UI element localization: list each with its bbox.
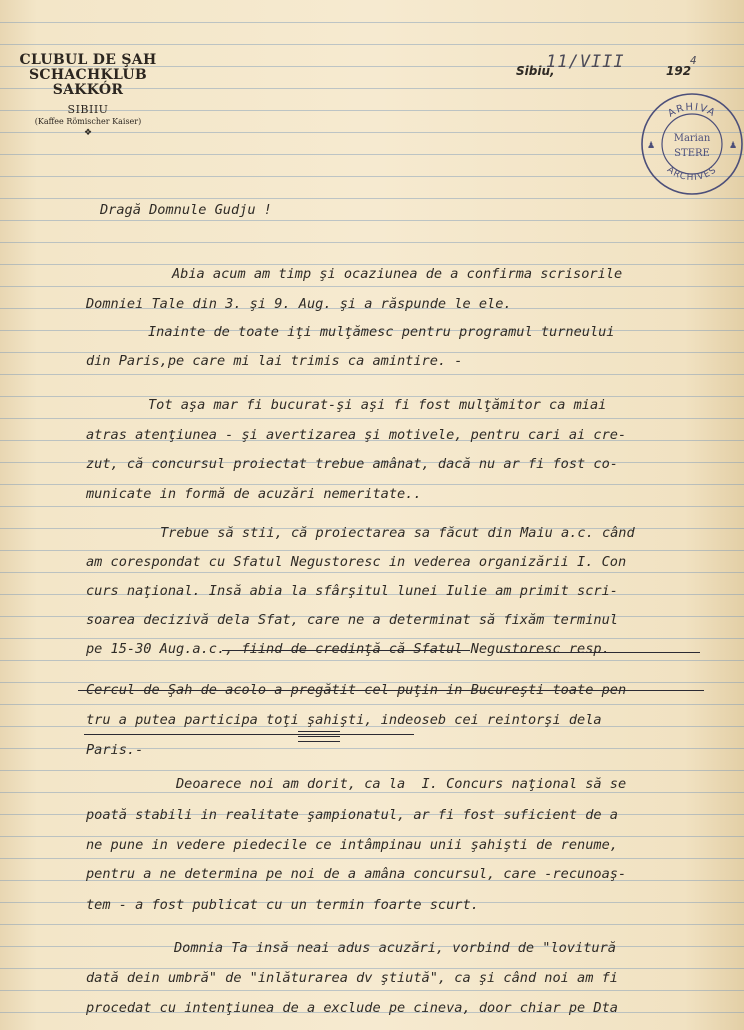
strike-mark-3 <box>298 741 340 742</box>
letterhead-address: (Kaffee Römischer Kaiser) <box>34 117 142 126</box>
archive-stamp <box>638 90 744 198</box>
letter-line: Tot aşa mar fi bucurat-şi aşi fi fost mulţămitor ca miai <box>148 397 607 413</box>
stamp-left-pawn-icon: ♟ <box>646 141 656 151</box>
underline-credinta <box>222 650 470 651</box>
letter-line: Domniei Tale din 3. şi 9. Aug. şi a răspunde le ele. <box>86 296 512 312</box>
date-place: Sibiu, <box>516 64 555 78</box>
letterhead-city: SIBIIU <box>67 103 109 116</box>
letter-line: am corespondat cu Sfatul Negustoresc in vederea organizării I. Con <box>86 554 627 570</box>
letter-line: dată dein umbră" de "inlăturarea dv ştiută", ca şi când noi am fi <box>86 970 618 986</box>
letter-line: Trebue să stii, că proiectarea sa făcut din Maiu a.c. când <box>160 525 635 541</box>
date-year-handwritten: 4 <box>690 54 697 67</box>
letter-line: zut, că concursul proiectat trebue amânat, dacă nu ar fi fost co- <box>86 456 618 472</box>
letterhead-club-german: SCHACHKLUB <box>28 67 147 83</box>
letter-line: procedat cu intenţiunea de a exclude pe cineva, door chiar pe Dta <box>86 1000 618 1016</box>
letter-line: ne pune in vedere piedecile ce intâmpinau unii şahişti de renume, <box>86 837 618 853</box>
strike-mark-2 <box>298 736 340 737</box>
letter-line: tru a putea participa toţi şahişti, indeoseb cei reintorşi dela <box>86 712 602 728</box>
letterhead <box>8 53 168 138</box>
underline-cercul <box>78 690 704 691</box>
stamp-inner-ring <box>662 114 722 174</box>
letter-line: Abia acum am timp şi ocaziunea de a confirma scrisorile <box>172 266 623 282</box>
stamp-right-pawn-icon: ♟ <box>728 141 738 151</box>
strike-mark-1 <box>298 731 340 732</box>
letter-line: municate in formă de acuzări nemeritate.. <box>86 486 422 502</box>
letterhead-ornament: ❖ <box>83 128 93 138</box>
letter-line: poată stabili in realitate şampionatul, ar fi fost suficient de a <box>86 807 618 823</box>
letter-line: Deoarece noi am dorit, ca la I. Concurs naţional să se <box>176 776 627 792</box>
letter-line: pe 15-30 Aug.a.c., fiind de credinţă că Sfatul Negustoresc resp. <box>86 641 610 657</box>
letter-line: atras atenţiunea - şi avertizarea şi motivele, pentru cari ai cre- <box>86 427 627 443</box>
stamp-top-text: ARHIVA <box>666 101 718 120</box>
letterhead-club-romanian: CLUBUL DE ŞAH <box>19 52 157 68</box>
stamp-name-last: STERE <box>674 148 710 159</box>
letter-line: Cercul de Şah de acolo a pregătit cel puţin in Bucureşti toate pen <box>86 682 627 698</box>
letterhead-club-hungarian: SAKKÓR <box>52 82 124 98</box>
stamp-bottom-text: ARCHIVES <box>665 164 719 184</box>
letter-line: tem - a fost publicat cu un termin foarte scurt. <box>86 897 479 913</box>
letter-line: pentru a ne determina pe noi de a amâna concursul, care -recunoaş- <box>86 866 627 882</box>
handwritten-date: 11/VIII <box>546 52 625 72</box>
letter-line: soarea decizivă dela Sfat, care ne a determinat să fixăm terminul <box>86 612 618 628</box>
letter-line: Domnia Ta insă neai adus acuzări, vorbind de "lovitură <box>174 940 616 956</box>
letter-line: Paris.- <box>86 742 144 758</box>
underline-sfatul <box>500 652 700 653</box>
letter-line: Inainte de toate iţi mulţămesc pentru programul turneului <box>148 324 615 340</box>
letter-line: din Paris,pe care mi lai trimis ca amintire. - <box>86 353 463 369</box>
stamp-name-first: Marian <box>673 133 711 144</box>
letter-line: curs naţional. Insă abia la sfârşitul lunei Iulie am primit scri- <box>86 583 618 599</box>
underline-tru-a-putea <box>84 734 414 735</box>
date-year-printed: 192 <box>666 64 692 78</box>
letter-salutation: Dragă Domnule Gudju ! <box>100 202 272 218</box>
